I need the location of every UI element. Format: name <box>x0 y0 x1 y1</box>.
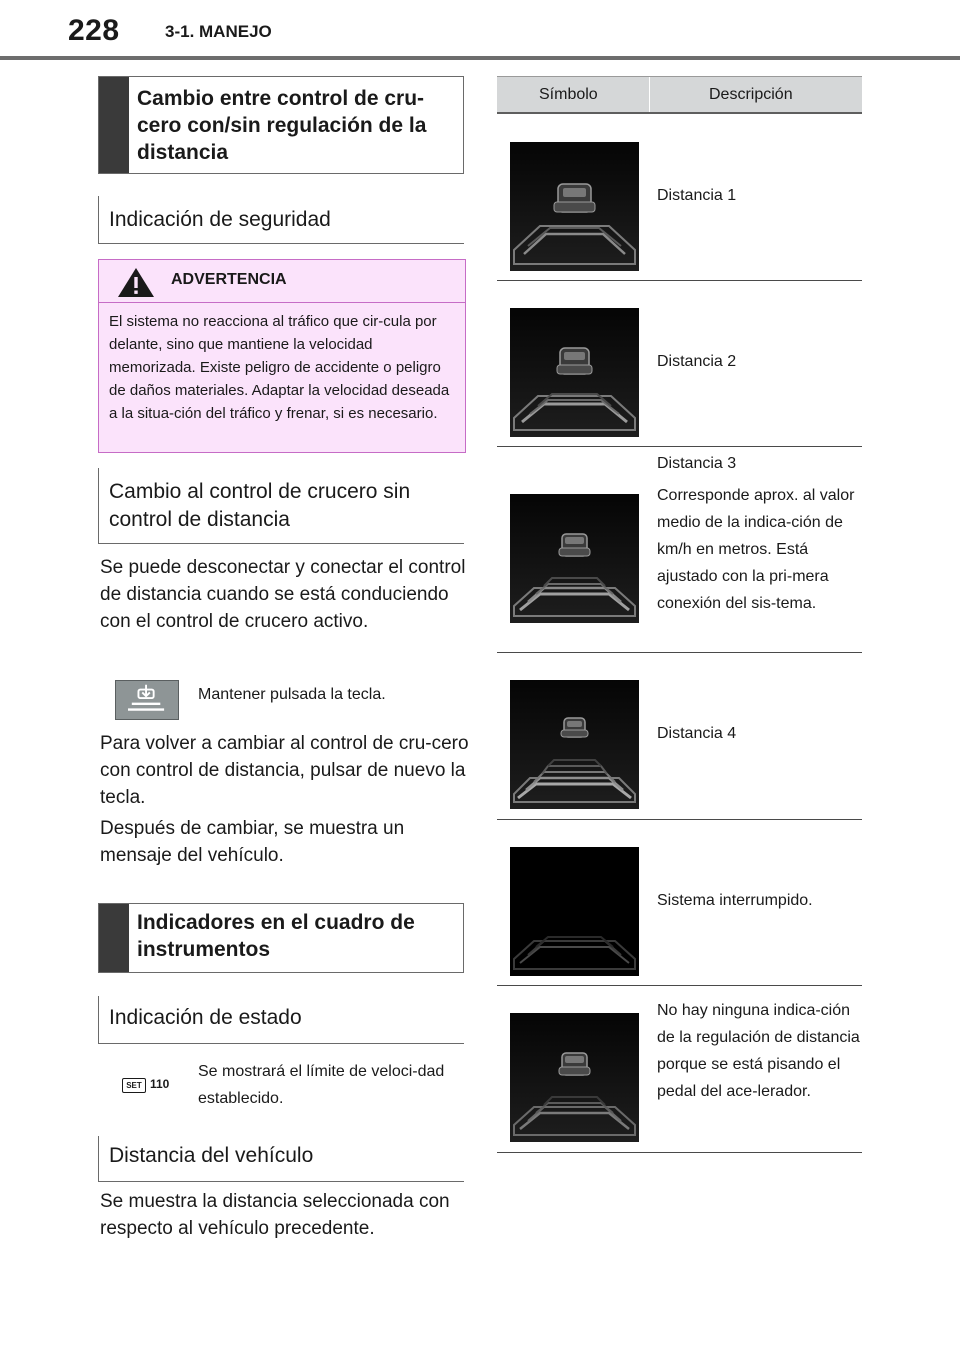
distance-heading-text: Distancia del vehículo <box>109 1144 314 1167</box>
row-divider <box>497 446 862 447</box>
table-header <box>497 76 862 114</box>
status-heading <box>98 996 464 1044</box>
row-2-description: Distancia 2 <box>657 353 737 370</box>
distance-key-symbol-icon <box>116 681 178 719</box>
set-value: 110 <box>150 1077 170 1091</box>
set-speed-icon <box>122 1076 174 1096</box>
distance-2-thumbnail <box>510 308 639 437</box>
heading-bar <box>99 904 129 972</box>
set-caption: Se mostrará el límite de veloci-dad establecido. <box>198 1063 445 1107</box>
row-divider <box>497 280 862 281</box>
warning-box <box>98 259 466 453</box>
distance-heading <box>98 1136 464 1182</box>
row-3-description: Corresponde aprox. al valor medio de la indica-ción de km/h en metros. Está ajustado con la pri-mera conexión del sis-tema. <box>657 487 855 612</box>
status-heading-text: Indicación de estado <box>109 1006 302 1029</box>
switch-heading <box>98 468 464 544</box>
back-paragraph: Para volver a cambiar al control de cru-cero con control de distancia, pulsar de nuevo la tecla. <box>100 733 469 808</box>
car-distance-icon <box>510 308 639 437</box>
warning-header <box>99 260 465 303</box>
heading-box-text: Indicadores en el cuadro de instrumentos <box>137 911 415 961</box>
car-distance-icon <box>510 680 639 809</box>
heading-box-cruise-switch <box>98 76 464 174</box>
accelerator-thumbnail <box>510 1013 639 1142</box>
set-label: SET <box>122 1078 146 1093</box>
safety-heading-text: Indicación de seguridad <box>109 208 331 231</box>
distance-3-thumbnail <box>510 494 639 623</box>
heading-box-text: Cambio entre control de cru-cero con/sin regulación de la distancia <box>137 87 427 164</box>
section-title: 3-1. MANEJO <box>165 22 272 41</box>
after-paragraph: Después de cambiar, se muestra un mensaje del vehículo. <box>100 818 405 866</box>
switch-heading-text: Cambio al control de crucero sin control de distancia <box>109 480 411 531</box>
column-header-symbol: Símbolo <box>539 86 598 103</box>
page-number: 228 <box>68 14 120 47</box>
row-1-description: Distancia 1 <box>657 187 737 204</box>
switch-paragraph: Se puede desconectar y conectar el control de distancia cuando se está conduciendo con el control de crucero activo. <box>100 557 466 632</box>
warning-body: El sistema no reacciona al tráfico que cir-cula por delante, sino que mantiene la velocidad memorizada. Existe peligro de accidente o peligro de daños materiales. Adaptar la velocidad deseada a la situa-ción del tráfico y frenar, si es necesario. <box>109 313 450 422</box>
row-5-description: Sistema interrumpido. <box>657 892 813 909</box>
car-distance-icon <box>510 142 639 271</box>
safety-heading <box>98 196 464 244</box>
heading-bar <box>99 77 129 173</box>
row-3-title: Distancia 3 <box>657 455 737 472</box>
warning-triangle-icon <box>117 266 155 298</box>
column-header-description: Descripción <box>709 86 793 103</box>
row-divider <box>497 1152 862 1153</box>
row-divider <box>497 985 862 986</box>
column-divider <box>649 77 650 112</box>
heading-box-indicators <box>98 903 464 973</box>
system-interrupted-icon <box>510 847 639 976</box>
row-divider <box>497 819 862 820</box>
car-distance-icon <box>510 494 639 623</box>
distance-4-thumbnail <box>510 680 639 809</box>
key-caption: Mantener pulsada la tecla. <box>198 686 386 703</box>
row-divider <box>497 652 862 653</box>
car-distance-icon <box>510 1013 639 1142</box>
distance-paragraph: Se muestra la distancia seleccionada con respecto al vehículo precedente. <box>100 1191 450 1239</box>
interrupted-thumbnail <box>510 847 639 976</box>
distance-key-icon <box>115 680 179 720</box>
warning-title: ADVERTENCIA <box>171 271 287 288</box>
row-4-description: Distancia 4 <box>657 725 737 742</box>
header-rule <box>0 56 960 60</box>
distance-1-thumbnail <box>510 142 639 271</box>
row-6-description: No hay ninguna indica-ción de la regulación de distancia porque se está pisando el pedal del ace-lerador. <box>657 1002 860 1100</box>
